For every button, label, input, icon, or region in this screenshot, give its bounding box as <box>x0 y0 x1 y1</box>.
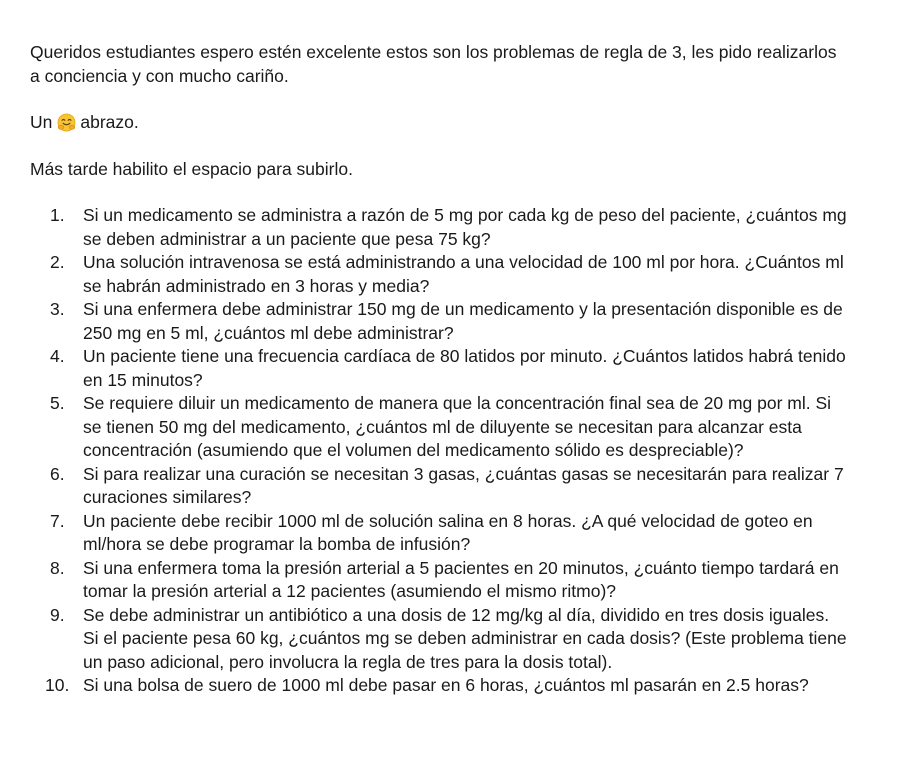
hug-text-after: abrazo. <box>80 112 139 132</box>
item-number: 8. <box>50 557 65 578</box>
item-text: Se debe administrar un antibiótico a una dosis de 12 mg/kg al día, dividido en tres dosis iguales. Si el paciente pesa 60 kg, ¿cuántos mg se deben administrar en cada dosis? (Este problema tiene un paso adicional, pero involucra la regla de tres para la dosis total). <box>83 604 847 672</box>
item-number: 2. <box>50 252 65 272</box>
item-number: 1. <box>50 205 65 225</box>
greeting-paragraph: Queridos estudiantes espero estén excelente estos son los problemas de regla de 3, les pido realizarlos a conciencia y con mucho cariño. <box>30 42 837 86</box>
item-number: 6. <box>50 463 65 484</box>
item-text: Un paciente tiene una frecuencia cardíaca de 80 latidos por minuto. ¿Cuántos latidos habrá tenido en 15 minutos? <box>83 346 846 390</box>
list-item <box>30 345 847 392</box>
list-item <box>30 557 847 604</box>
item-number: 7. <box>50 510 65 531</box>
item-number: 3. <box>50 299 65 319</box>
note-paragraph: Más tarde habilito el espacio para subirlo. <box>30 158 353 179</box>
list-item <box>30 392 847 463</box>
item-text: Si un medicamento se administra a razón de 5 mg por cada kg de peso del paciente, ¿cuántos mg se deben administrar a un paciente que pesa 75 kg? <box>83 205 847 249</box>
item-number: 10. <box>45 675 70 695</box>
item-text: Una solución intravenosa se está administrando a una velocidad de 100 ml por hora. ¿Cuántos ml se habrán administrado en 3 horas y media? <box>83 252 844 296</box>
item-number: 9. <box>50 604 65 625</box>
list-item <box>30 298 847 345</box>
problem-list <box>30 204 890 698</box>
list-item <box>30 674 847 698</box>
list-item <box>30 510 847 557</box>
list-item <box>30 604 847 675</box>
hug-line <box>30 111 850 135</box>
item-text: Se requiere diluir un medicamento de manera que la concentración final sea de 20 mg por ml. Si se tienen 50 mg del medicamento, ¿cuántos ml de diluyente se necesitan para alcanzar esta concentración (asumiendo que el volumen del medicamento sólido es despreciable)? <box>83 393 832 460</box>
item-text: Si una enfermera toma la presión arterial a 5 pacientes en 20 minutos, ¿cuánto tiempo tardará en tomar la presión arterial a 12 pacientes (asumiendo el mismo ritmo)? <box>83 557 839 601</box>
item-number: 4. <box>50 346 65 366</box>
list-item <box>30 463 847 510</box>
item-text: Un paciente debe recibir 1000 ml de solución salina en 8 horas. ¿A qué velocidad de goteo en ml/hora se debe programar la bomba de infusión? <box>83 510 813 554</box>
item-text: Si una enfermera debe administrar 150 mg de un medicamento y la presentación disponible es de 250 mg en 5 ml, ¿cuántos ml debe administrar? <box>83 299 843 343</box>
hug-text-before: Un <box>30 112 53 132</box>
list-item <box>30 251 847 298</box>
hugging-face-icon <box>57 113 76 132</box>
item-text: Si una bolsa de suero de 1000 ml debe pasar en 6 horas, ¿cuántos ml pasarán en 2.5 horas? <box>83 675 809 695</box>
item-text: Si para realizar una curación se necesitan 3 gasas, ¿cuántas gasas se necesitarán para realizar 7 curaciones similares? <box>83 463 844 507</box>
list-item <box>30 204 847 251</box>
item-number: 5. <box>50 393 65 413</box>
